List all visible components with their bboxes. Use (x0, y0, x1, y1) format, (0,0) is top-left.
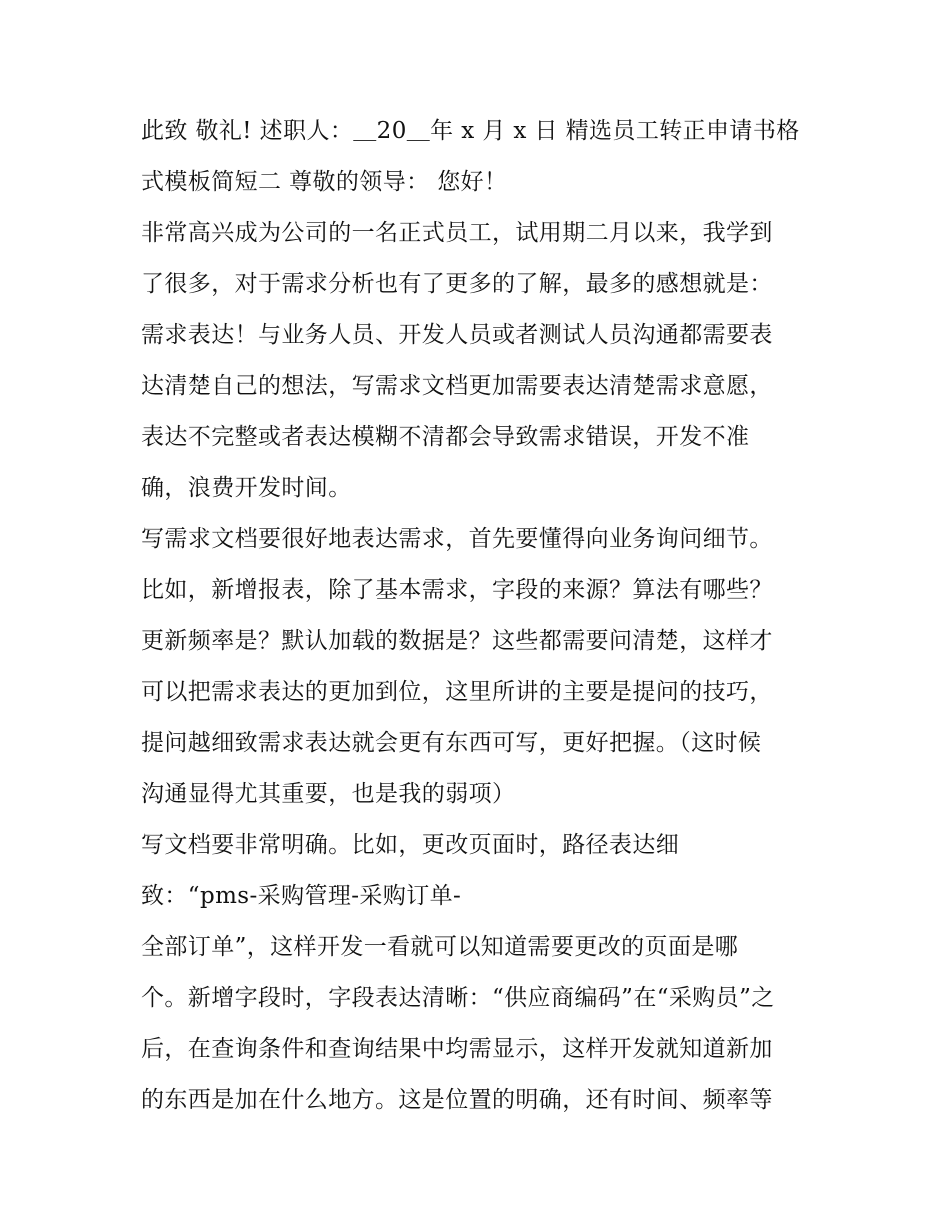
text-line: 达清楚自己的想法，写需求文档更加需要表达清楚需求意愿， (141, 373, 773, 399)
text-line: 确，浪费开发时间。 (141, 475, 352, 501)
text-line: 写需求文档要很好地表达需求，首先要懂得向业务询问细节。 (141, 526, 773, 552)
text-line: 了很多，对于需求分析也有了更多的了解，最多的感想就是： (141, 271, 773, 297)
text-line: 表达不完整或者表达模糊不清都会导致需求错误，开发不准 (141, 424, 750, 450)
text-line: 需求表达！与业务人员、开发人员或者测试人员沟通都需要表 (141, 322, 773, 348)
text-line: 写文档要非常明确。比如，更改页面时，路径表达细 (141, 832, 680, 858)
text-line: 比如，新增报表，除了基本需求，字段的来源？算法有哪些？ (141, 577, 773, 603)
text-line: 式模板简短二 尊敬的领导： 您好！ (141, 169, 508, 195)
text-line: 更新频率是？默认加载的数据是？这些都需要问清楚，这样才 (141, 628, 773, 654)
document-body (141, 106, 821, 1126)
text-line: 全部订单”，这样开发一看就可以知道需要更改的页面是哪 (141, 934, 739, 960)
text-line: 此致 敬礼! 述职人：＿20＿年 x 月 x 日 精选员工转正申请书格 (141, 118, 800, 144)
text-line: 的东西是加在什么地方。这是位置的明确，还有时间、频率等 (141, 1087, 773, 1113)
text-line: 个。新增字段时，字段表达清晰：“供应商编码”在“采购员”之 (141, 985, 775, 1011)
text-line: 提问越细致需求表达就会更有东西可写，更好把握。（这时候 (141, 730, 762, 756)
text-line: 沟通显得尤其重要，也是我的弱项） (141, 781, 516, 807)
text-line: 可以把需求表达的更加到位，这里所讲的主要是提问的技巧， (141, 679, 773, 705)
text-line: 非常高兴成为公司的一名正式员工，试用期二月以来，我学到 (141, 220, 773, 246)
text-line: 致：“pms-采购管理-采购订单- (141, 883, 462, 909)
text-line: 后，在查询条件和查询结果中均需显示，这样开发就知道新加 (141, 1036, 773, 1062)
